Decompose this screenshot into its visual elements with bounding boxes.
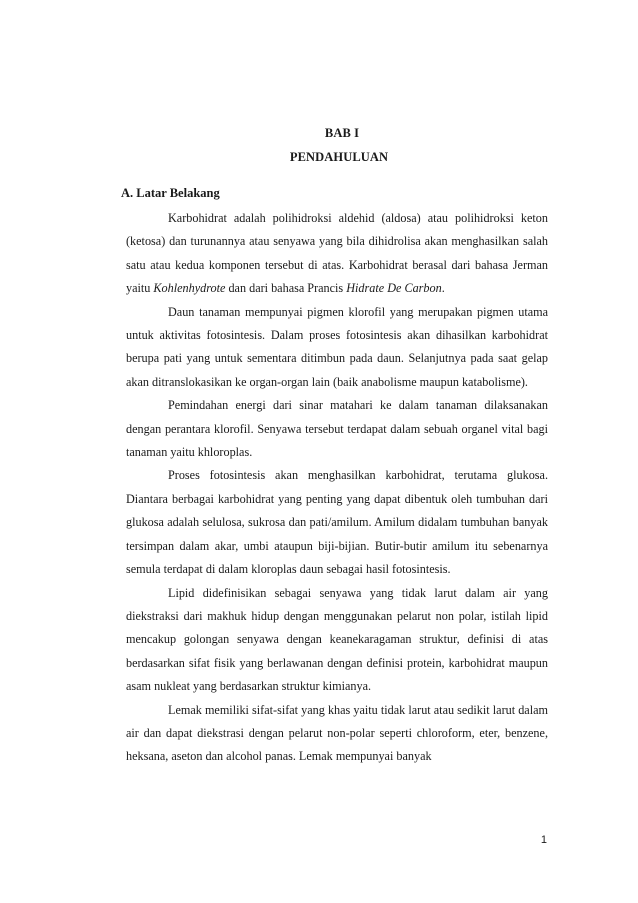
paragraph <box>126 582 548 699</box>
paragraph-text: Pemindahan energi dari sinar matahari ke dalam tanaman dilaksanakan dengan perantara klorofil. Senyawa tersebut terdapat dalam sebuah organel vital bagi tanaman yaitu khloroplas. <box>126 398 548 460</box>
paragraph-text: dan dari bahasa Prancis <box>225 281 347 296</box>
paragraph <box>126 699 548 769</box>
italic-term: Kohlenhydrote <box>153 281 226 296</box>
paragraph-text: Karbohidrat adalah polihidroksi aldehid (aldosa) atau polihidroksi keton (ketosa) dan turunannya atau senyawa yang bila dihidrolisa akan menghasilkan salah satu atau kedua komponen tersebut di atas. Karbohidrat berasal dari bahasa Jerman yaitu <box>126 211 548 296</box>
italic-term: Hidrate De Carbon <box>346 281 442 296</box>
body-text <box>126 207 548 769</box>
chapter-title: PENDAHULUAN <box>289 150 389 164</box>
paragraph-text: . <box>441 281 445 296</box>
paragraph <box>126 207 548 301</box>
paragraph-text: Proses fotosintesis akan menghasilkan karbohidrat, terutama glukosa. Diantara berbagai karbohidrat yang penting yang dapat dibentuk oleh tumbuhan dari glukosa adalah selulosa, sukrosa dan pati/amilum. Amilum didalam tumbuhan banyak tersimpan dalam akar, umbi ataupun biji-bijian. Butir-butir amilum itu sebenarnya semula terdapat di dalam kloroplas daun sebagai hasil fotosintesis. <box>126 468 548 577</box>
paragraph <box>126 394 548 464</box>
page-number: 1 <box>540 834 547 846</box>
paragraph <box>126 464 548 581</box>
paragraph-text: Lipid didefinisikan sebagai senyawa yang tidak larut dalam air yang diekstraksi dari makhuk hidup dengan menggunakan pelarut non polar, istilah lipid mencakup golongan senyawa dengan keanekaragaman struktur, definisi di atas berdasarkan sifat fisik yang berlawanan dengan definisi protein, karbohidrat maupun asam nukleat yang berdasarkan struktur kimianya. <box>126 585 548 694</box>
chapter-heading: BAB I <box>324 126 360 140</box>
paragraph-text: Daun tanaman mempunyai pigmen klorofil yang merupakan pigmen utama untuk aktivitas fotosintesis. Dalam proses fotosintesis akan dihasilkan karbohidrat berupa pati yang untuk sementara ditimbun pada daun. Selanjutnya pada saat gelap akan ditranslokasikan ke organ-organ lain (baik anabolisme maupun katabolisme). <box>126 304 548 389</box>
paragraph <box>126 301 548 395</box>
section-heading: A. Latar Belakang <box>121 186 220 200</box>
paragraph-text: Lemak memiliki sifat-sifat yang khas yaitu tidak larut atau sedikit larut dalam air dan dapat diekstrasi dengan pelarut non-polar seperti chloroform, eter, benzene, heksana, aseton dan alcohol panas. Lemak mempunyai banyak <box>126 702 548 764</box>
